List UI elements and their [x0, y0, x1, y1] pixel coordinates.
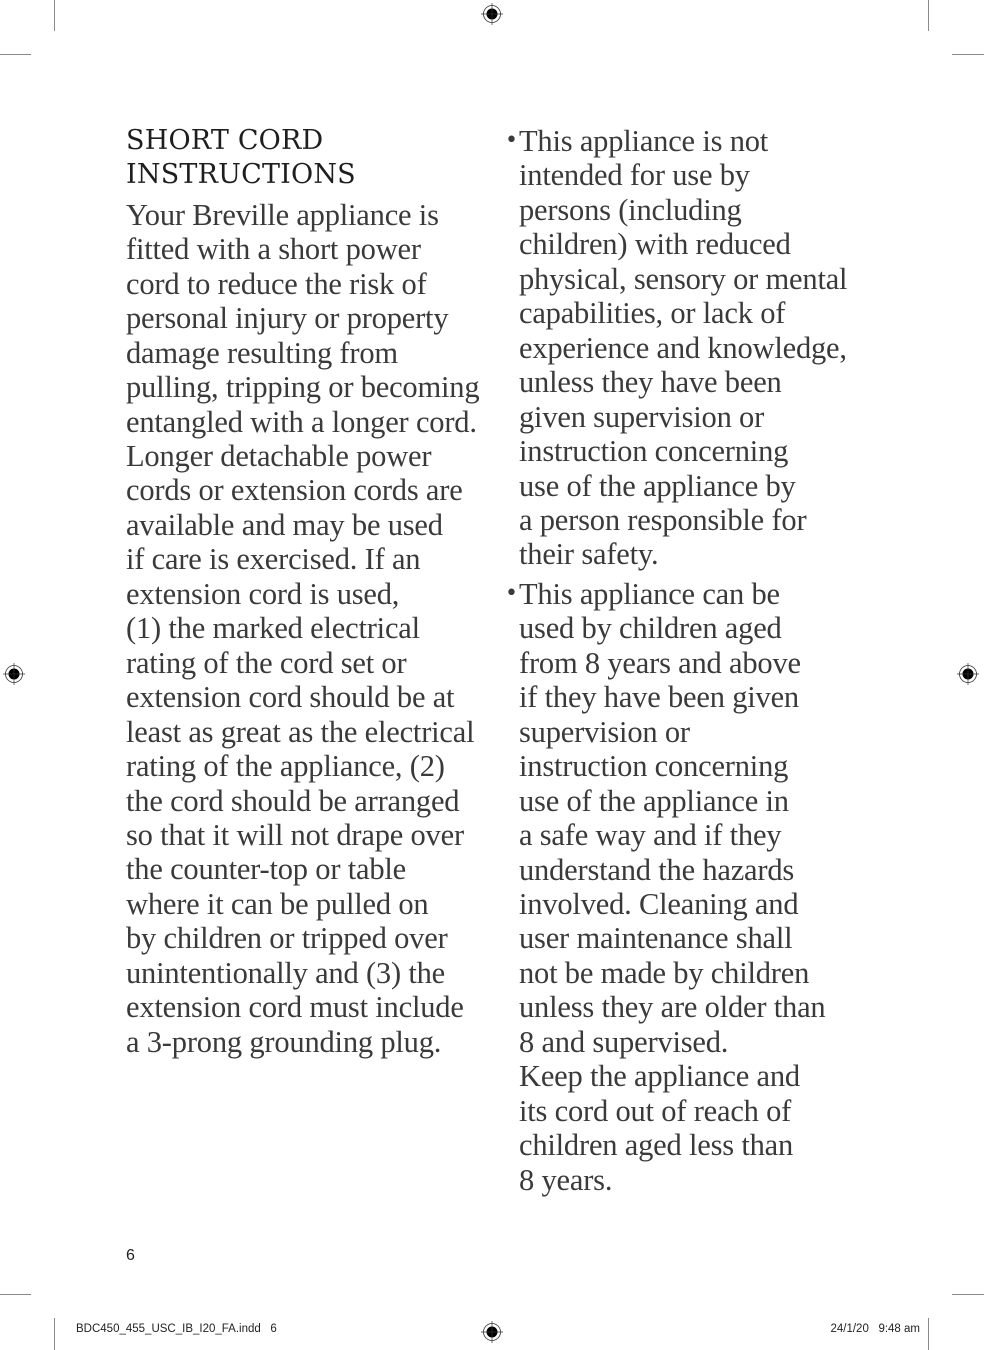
text-line: if they have been given	[519, 680, 799, 715]
text-line: supervision or	[519, 714, 690, 749]
text-line: capabilities, or lack of	[519, 296, 786, 331]
left-column	[126, 124, 496, 1059]
text-line: involved. Cleaning and	[519, 886, 799, 921]
print-slug-filename: BDC450_455_USC_IB_I20_FA.indd 6	[76, 1323, 277, 1335]
text-line: a safe way and if they	[519, 818, 782, 853]
text-line: damage resulting from	[126, 335, 398, 370]
text-line: used by children aged	[519, 611, 782, 646]
text-line: the cord should be arranged	[126, 783, 460, 818]
text-line: from 8 years and above	[519, 645, 801, 680]
registration-mark-icon	[481, 3, 503, 25]
text-line: instruction concerning	[519, 749, 789, 784]
text-line: Longer detachable power	[126, 438, 432, 473]
text-line: unless they are older than	[519, 990, 826, 1025]
bullet-item	[505, 577, 875, 1197]
text-line: where it can be pulled on	[126, 886, 429, 921]
crop-mark-top-left-horizontal	[0, 54, 31, 55]
text-line: entangled with a longer cord.	[126, 404, 477, 439]
text-line: use of the appliance by	[519, 468, 796, 503]
text-line: unintentionally and (3) the	[126, 955, 446, 990]
text-line: not be made by children	[519, 955, 810, 990]
crop-mark-bottom-right-vertical	[928, 1318, 929, 1350]
text-line: cord to reduce the risk of	[126, 266, 427, 301]
text-line: given supervision or	[519, 399, 765, 434]
text-line: children) with reduced	[519, 227, 791, 262]
registration-mark-icon	[957, 663, 979, 685]
short-cord-paragraph	[126, 198, 496, 1059]
text-line: extension cord should be at	[126, 680, 455, 715]
text-line: extension cord must include	[126, 990, 464, 1025]
text-line: rating of the appliance, (2)	[126, 749, 445, 784]
text-line: This appliance can be	[519, 576, 780, 611]
registration-mark-icon	[3, 663, 25, 685]
text-line: the counter-top or table	[126, 852, 406, 887]
text-line: instruction concerning	[519, 434, 789, 469]
section-heading	[126, 124, 496, 193]
text-line: fitted with a short power	[126, 232, 421, 267]
text-line: rating of the cord set or	[126, 645, 407, 680]
text-line: Keep the appliance and	[519, 1059, 800, 1094]
heading-line: INSTRUCTIONS	[126, 159, 356, 191]
text-line: children aged less than	[519, 1128, 794, 1163]
text-line: persons (including	[519, 192, 742, 227]
text-line: experience and knowledge,	[519, 330, 847, 365]
right-column	[505, 124, 875, 1197]
text-line: its cord out of reach of	[519, 1093, 792, 1128]
text-line: least as great as the electrical	[126, 714, 475, 749]
crop-mark-top-left-vertical	[54, 0, 55, 31]
crop-mark-top-right-vertical	[928, 0, 929, 31]
text-line: their safety.	[519, 537, 659, 572]
text-line: use of the appliance in	[519, 783, 789, 818]
crop-mark-bottom-right-horizontal	[952, 1294, 984, 1295]
text-line: a 3-prong grounding plug.	[126, 1024, 442, 1059]
text-line: available and may be used	[126, 507, 443, 542]
text-line: pulling, tripping or becoming	[126, 370, 480, 405]
crop-mark-bottom-left-horizontal	[0, 1294, 31, 1295]
text-line: a person responsible for	[519, 502, 807, 537]
page-number: 6	[126, 1247, 135, 1264]
heading-line: SHORT CORD	[126, 125, 324, 156]
print-slug-datetime: 24/1/20 9:48 am	[830, 1323, 920, 1335]
text-line: 8 years.	[519, 1162, 613, 1197]
text-line: unless they have been	[519, 365, 782, 400]
text-line: intended for use by	[519, 158, 750, 193]
text-line: extension cord is used,	[126, 576, 400, 611]
text-line: (1) the marked electrical	[126, 611, 420, 646]
text-line: user maintenance shall	[519, 921, 793, 956]
text-line: if care is exercised. If an	[126, 542, 421, 577]
crop-mark-bottom-left-vertical	[54, 1318, 55, 1350]
text-line: This appliance is not	[519, 124, 769, 158]
text-line: understand the hazards	[519, 852, 795, 887]
text-line: physical, sensory or mental	[519, 261, 848, 296]
text-line: personal injury or property	[126, 301, 449, 336]
text-line: by children or tripped over	[126, 921, 448, 956]
text-line: Your Breville appliance is	[126, 197, 439, 232]
text-line: so that it will not drape over	[126, 817, 464, 852]
text-line: cords or extension cords are	[126, 473, 463, 508]
crop-mark-top-right-horizontal	[952, 54, 984, 55]
bullet-icon: •	[505, 128, 518, 153]
registration-mark-icon	[481, 1321, 503, 1343]
bullet-icon: •	[505, 580, 518, 606]
bullet-item	[505, 124, 875, 572]
text-line: 8 and supervised.	[519, 1024, 729, 1059]
